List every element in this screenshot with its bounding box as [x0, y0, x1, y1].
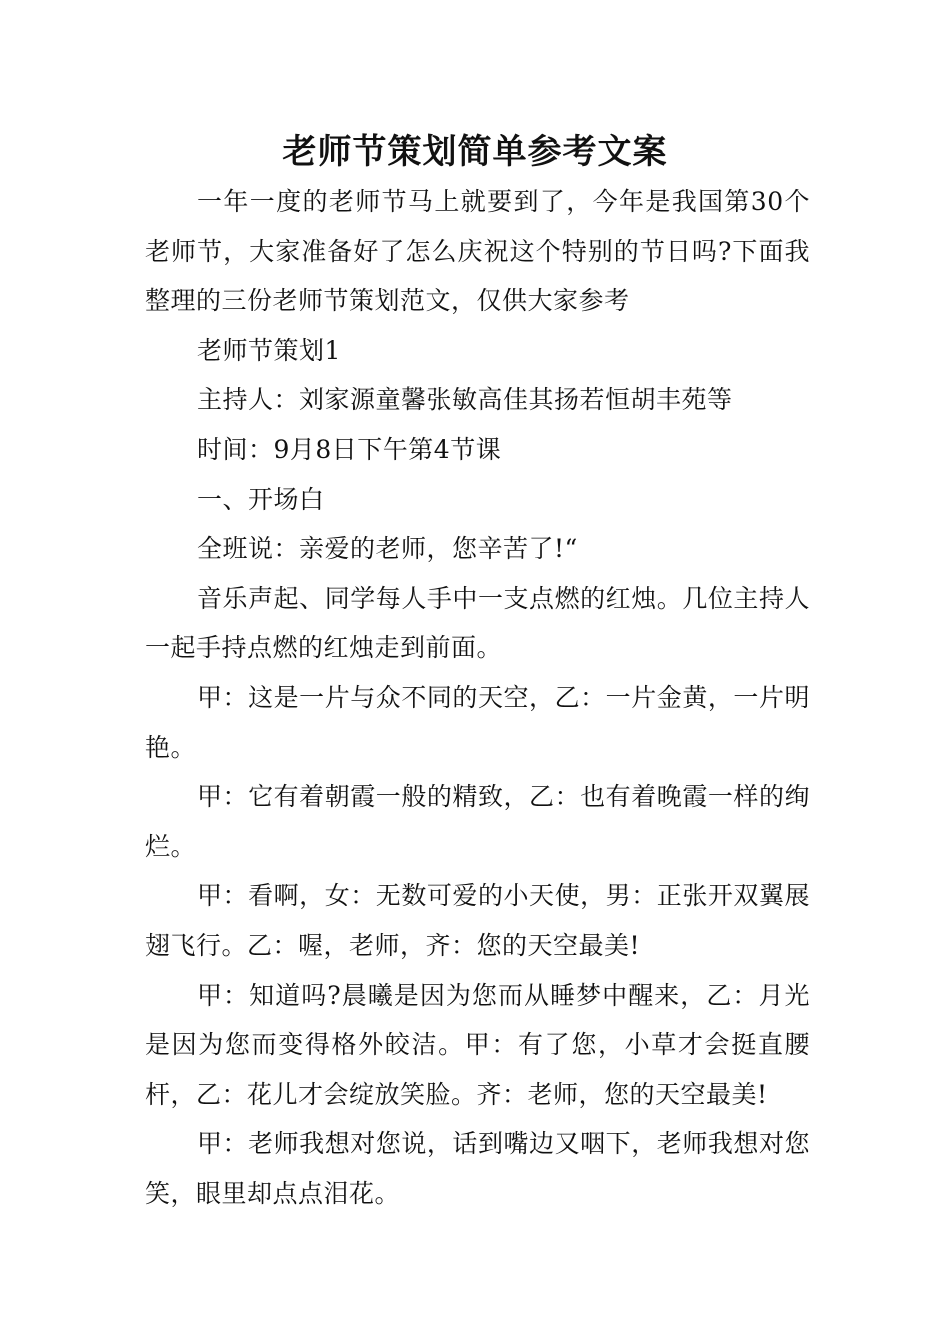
paragraph-dialogue-5: 甲：老师我想对您说，话到嘴边又咽下，老师我想对您笑，眼里却点点泪花。 — [145, 1129, 810, 1208]
document-title: 老师节策划简单参考文案 — [282, 132, 668, 172]
paragraph-plan-heading: 老师节策划1 — [197, 335, 341, 365]
document-body — [145, 177, 810, 1218]
paragraph-dialogue-3: 甲：看啊，女：无数可爱的小天使，男：正张开双翼展翅飞行。乙：喔，老师，齐：您的天空最美! — [145, 881, 810, 960]
paragraph-dialogue-1: 甲：这是一片与众不同的天空，乙：一片金黄，一片明艳。 — [145, 682, 810, 762]
paragraph-dialogue-4: 甲：知道吗?晨曦是因为您而从睡梦中醒来，乙：月光是因为您而变得格外皎洁。甲：有了您，小草才会挺直腰杆，乙：花儿才会绽放笑脸。齐：老师，您的天空最美! — [145, 980, 810, 1109]
paragraph-section-opening: 一、开场白 — [197, 484, 325, 514]
paragraph-music-candles: 音乐声起、同学每人手中一支点燃的红烛。几位主持人一起手持点燃的红烛走到前面。 — [145, 583, 810, 663]
paragraph-class-greeting: 全班说：亲爱的老师，您辛苦了!“ — [197, 534, 578, 564]
paragraph-hosts: 主持人：刘家源童馨张敏高佳其扬若恒胡丰苑等 — [197, 385, 733, 415]
paragraph-dialogue-2: 甲：它有着朝霞一般的精致，乙：也有着晚霞一样的绚烂。 — [145, 782, 810, 861]
paragraph-intro: 一年一度的老师节马上就要到了，今年是我国第30个老师节，大家准备好了怎么庆祝这个特别的节日吗?下面我整理的三份老师节策划范文，仅供大家参考 — [145, 187, 810, 316]
paragraph-time: 时间：9月8日下午第4节课 — [197, 434, 502, 464]
